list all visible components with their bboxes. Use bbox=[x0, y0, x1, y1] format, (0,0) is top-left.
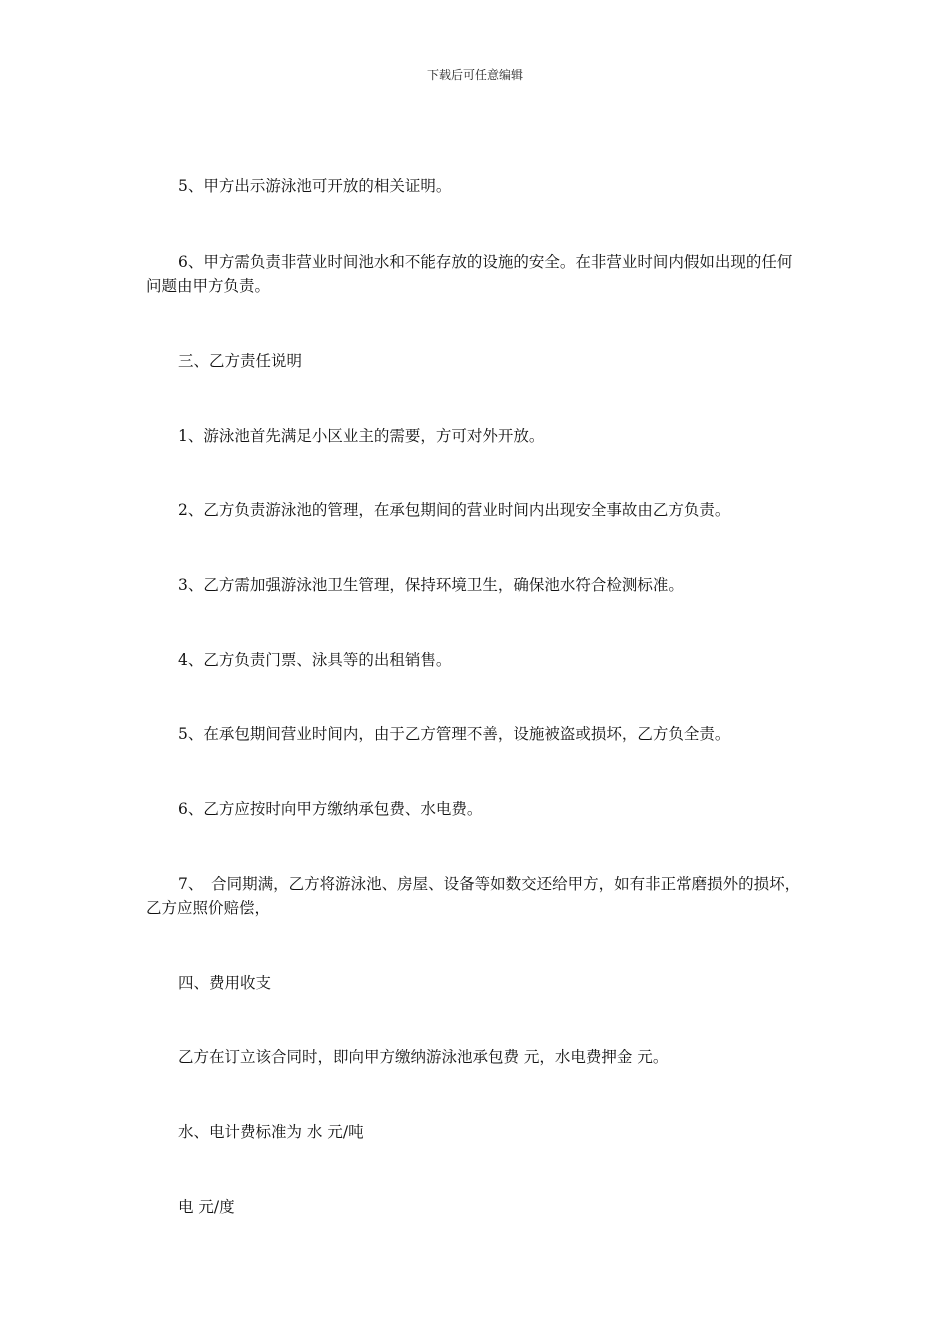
paragraph-item-1-yi: 1、游泳池首先满足小区业主的需要，方可对外开放。 bbox=[178, 427, 545, 445]
paragraph-fee-payment: 乙方在订立该合同时，即向甲方缴纳游泳池承包费 元，水电费押金 元。 bbox=[178, 1048, 669, 1066]
page-header: 下载后可任意编辑 bbox=[426, 68, 523, 82]
paragraph-item-2-yi: 2、乙方负责游泳池的管理，在承包期间的营业时间内出现安全事故由乙方负责。 bbox=[178, 501, 731, 519]
paragraph-water-rate: 水、电计费标准为 水 元/吨 bbox=[178, 1123, 364, 1141]
paragraph-item-5-jia: 5、甲方出示游泳池可开放的相关证明。 bbox=[178, 177, 452, 195]
paragraph-item-3-yi: 3、乙方需加强游泳池卫生管理，保持环境卫生，确保池水符合检测标准。 bbox=[178, 576, 684, 594]
section-heading-3: 三、乙方责任说明 bbox=[178, 352, 303, 370]
paragraph-item-5-yi: 5、在承包期间营业时间内，由于乙方管理不善，设施被盗或损坏，乙方负全责。 bbox=[178, 725, 731, 743]
paragraph-item-4-yi: 4、乙方负责门票、泳具等的出租销售。 bbox=[178, 651, 452, 669]
paragraph-item-6-jia: 6、甲方需负责非营业时间池水和不能存放的设施的安全。在非营业时间内假如出现的任何问题由甲方负责。 bbox=[146, 253, 793, 295]
section-heading-4: 四、费用收支 bbox=[178, 974, 272, 992]
paragraph-item-6-yi: 6、乙方应按时向甲方缴纳承包费、水电费。 bbox=[178, 800, 483, 818]
paragraph-electricity-rate: 电 元/度 bbox=[178, 1198, 235, 1216]
paragraph-item-7-yi: 7、 合同期满，乙方将游泳池、房屋、设备等如数交还给甲方，如有非正常磨损外的损坏，乙方应照价赔偿， bbox=[146, 875, 801, 917]
